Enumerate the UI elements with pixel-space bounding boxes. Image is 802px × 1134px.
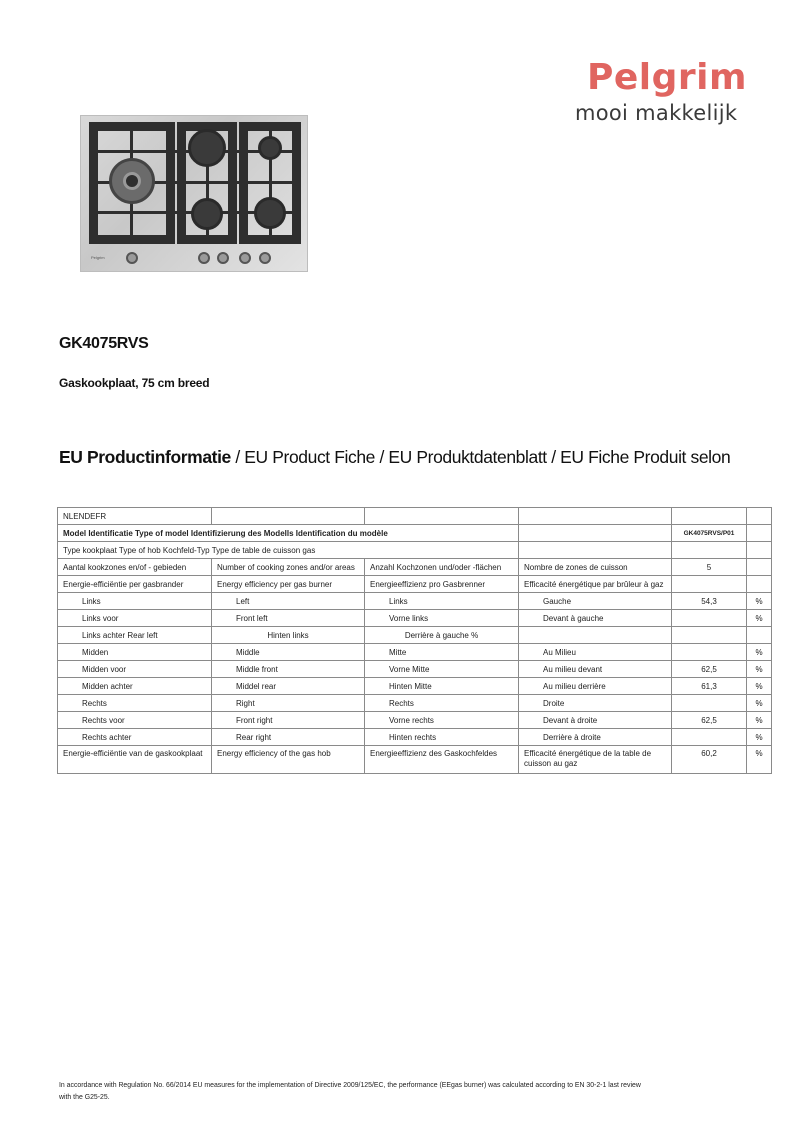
- table-row-burner: [58, 695, 772, 712]
- fiche-heading: [59, 447, 730, 468]
- burner-en: Middle: [212, 644, 365, 661]
- burner-fr: Devant à gauche: [519, 610, 672, 627]
- hob-brand-mark: Pelgrim: [91, 255, 105, 260]
- burner-de: Hinten Mitte: [365, 678, 519, 695]
- burner-de: Vorne rechts: [365, 712, 519, 729]
- table-row-burner: [58, 678, 772, 695]
- burner-en: Middel rear: [212, 678, 365, 695]
- burner-unit: %: [747, 644, 772, 661]
- control-knob-icon: [126, 252, 138, 264]
- zones-nl: Aantal kookzones en/of - gebieden: [58, 559, 212, 576]
- burner-fr: Au milieu devant: [519, 661, 672, 678]
- eff-hob-nl: Energie-efficiëntie van de gaskookplaat: [58, 746, 212, 774]
- table-row-eff-per-burner: [58, 576, 772, 593]
- burner-de: Vorne Mitte: [365, 661, 519, 678]
- burner-de: Rechts: [365, 695, 519, 712]
- zones-en: Number of cooking zones and/or areas: [212, 559, 365, 576]
- burner-de: Vorne links: [365, 610, 519, 627]
- product-description: Gaskookplaat, 75 cm breed: [59, 376, 210, 390]
- eff-hob-en: Energy efficiency of the gas hob: [212, 746, 365, 774]
- model-id-value: GK4075RVS/P01: [672, 525, 747, 542]
- eff-burner-de: Energieeffizienz pro Gasbrenner: [365, 576, 519, 593]
- fiche-heading-rest: / EU Product Fiche / EU Produktdatenblatt / EU Fiche Produit selon: [230, 447, 731, 467]
- eff-hob-value: 60,2: [672, 746, 747, 774]
- burner-nl: Rechts: [58, 695, 212, 712]
- eff-hob-unit: %: [747, 746, 772, 774]
- burner-fr: Au Milieu: [519, 644, 672, 661]
- burner-unit: %: [747, 610, 772, 627]
- burner-value: 61,3: [672, 678, 747, 695]
- logo-brand-name: Pelgrim: [587, 57, 748, 98]
- burner-fr: Gauche: [519, 593, 672, 610]
- burner-fr: Droite: [519, 695, 672, 712]
- burner-en: Right: [212, 695, 365, 712]
- lang-cell: NLENDEFR: [58, 508, 212, 525]
- burner-nl: Rechts voor: [58, 712, 212, 729]
- burner-value: [672, 695, 747, 712]
- product-model-title: GK4075RVS: [59, 335, 149, 352]
- burner-nl: Rechts achter: [58, 729, 212, 746]
- burner-value: [672, 644, 747, 661]
- table-row-hob-type: [58, 542, 772, 559]
- burner-right-rear-icon: [258, 136, 282, 160]
- wok-burner-center-icon: [123, 172, 141, 190]
- brand-logo: [575, 58, 775, 126]
- zones-value: 5: [672, 559, 747, 576]
- burner-en: Front left: [212, 610, 365, 627]
- burner-fr: Au milieu derrière: [519, 678, 672, 695]
- eff-burner-en: Energy efficiency per gas burner: [212, 576, 365, 593]
- burner-de: Links: [365, 593, 519, 610]
- burner-de: Mitte: [365, 644, 519, 661]
- burner-en: Middle front: [212, 661, 365, 678]
- control-knob-icon: [217, 252, 229, 264]
- control-knob-icon: [198, 252, 210, 264]
- burner-en: Hinten links: [212, 627, 365, 644]
- table-row-eff-hob: [58, 746, 772, 774]
- zones-de: Anzahl Kochzonen und/oder -flächen: [365, 559, 519, 576]
- burner-value: [672, 610, 747, 627]
- burner-en: Rear right: [212, 729, 365, 746]
- burner-de: Derrière à gauche %: [365, 627, 519, 644]
- table-row-burner: [58, 593, 772, 610]
- product-fiche-table: [57, 507, 772, 774]
- burner-nl: Midden achter: [58, 678, 212, 695]
- zones-fr: Nombre de zones de cuisson: [519, 559, 672, 576]
- table-row-burner: [58, 661, 772, 678]
- burner-nl: Links: [58, 593, 212, 610]
- table-row-burner: [58, 729, 772, 746]
- burner-unit: %: [747, 678, 772, 695]
- burner-value: 62,5: [672, 661, 747, 678]
- burner-unit: %: [747, 695, 772, 712]
- burner-unit: %: [747, 661, 772, 678]
- table-row-model-id: [58, 525, 772, 542]
- burner-nl: Links voor: [58, 610, 212, 627]
- table-row-zones: [58, 559, 772, 576]
- eff-burner-fr: Efficacité énergétique par brûleur à gaz: [519, 576, 672, 593]
- burner-nl: Midden voor: [58, 661, 212, 678]
- logo-tagline: mooi makkelijk: [575, 101, 738, 125]
- burner-unit: %: [747, 712, 772, 729]
- table-row-burner: [58, 610, 772, 627]
- burner-middle-front-icon: [191, 198, 223, 230]
- burner-nl: Links achter Rear left: [58, 627, 212, 644]
- eff-burner-nl: Energie-efficiëntie per gasbrander: [58, 576, 212, 593]
- fiche-heading-bold: EU Productinformatie: [59, 447, 231, 467]
- table-row-languages: [58, 508, 772, 525]
- burner-unit: %: [747, 729, 772, 746]
- burner-fr: [519, 627, 672, 644]
- table-row-burner: [58, 644, 772, 661]
- burner-de: Hinten rechts: [365, 729, 519, 746]
- burner-value: [672, 627, 747, 644]
- eff-hob-de: Energieeffizienz des Gaskochfeldes: [365, 746, 519, 774]
- burner-en: Left: [212, 593, 365, 610]
- table-row-burner: [58, 627, 772, 644]
- control-knob-icon: [239, 252, 251, 264]
- eff-hob-fr: Efficacité énergétique de la table de cuisson au gaz: [519, 746, 672, 774]
- burner-fr: Derrière à droite: [519, 729, 672, 746]
- burner-fr: Devant à droite: [519, 712, 672, 729]
- burner-right-front-icon: [254, 197, 286, 229]
- product-image: [80, 115, 308, 272]
- regulation-footnote: In accordance with Regulation No. 66/2014 EU measures for the implementation of Directive 2009/125/EC, the performance (EEgas burner) was calculated according to EN 30-2-1 last review with the G25-25.: [59, 1080, 641, 1101]
- burner-value: [672, 729, 747, 746]
- burner-value: 62,5: [672, 712, 747, 729]
- burner-unit: [747, 627, 772, 644]
- burner-value: 54,3: [672, 593, 747, 610]
- hob-type-label: Type kookplaat Type of hob Kochfeld-Typ Type de table de cuisson gas: [58, 542, 519, 559]
- burner-middle-rear-icon: [188, 129, 226, 167]
- burner-en: Front right: [212, 712, 365, 729]
- control-knob-icon: [259, 252, 271, 264]
- burner-unit: %: [747, 593, 772, 610]
- model-id-label: Model Identificatie Type of model Identifizierung des Modells Identification du modèle: [58, 525, 519, 542]
- burner-nl: Midden: [58, 644, 212, 661]
- table-row-burner: [58, 712, 772, 729]
